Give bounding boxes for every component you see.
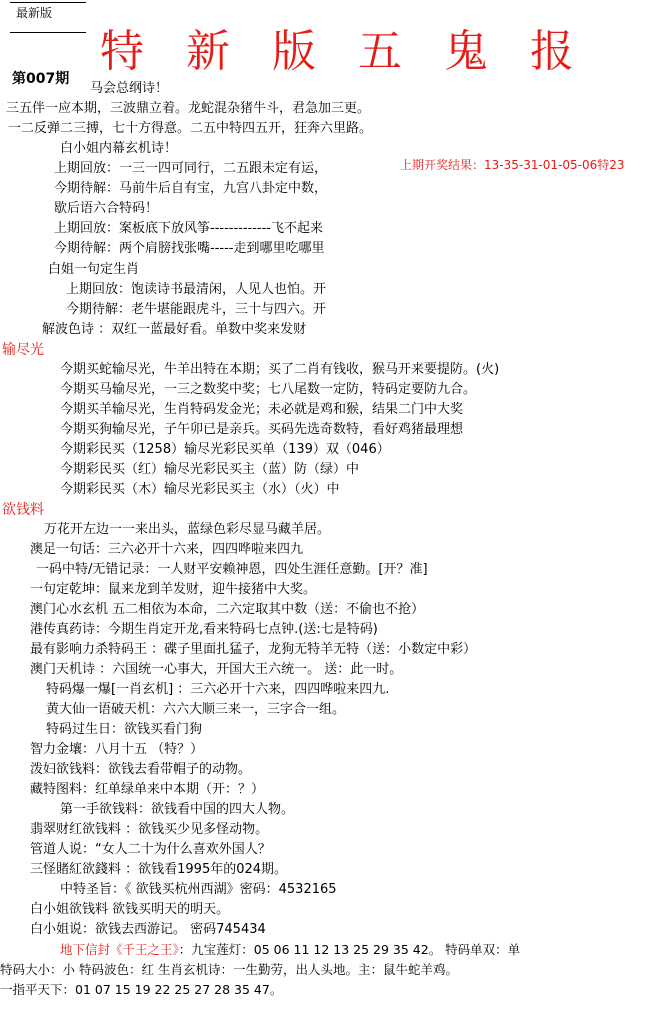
section2-line: 藏特图料：红单绿单来中本期（开：？）	[30, 782, 265, 797]
section1-line: 今期彩民买（1258）输尽光彩民买单（139）双（046）	[60, 442, 390, 457]
section2-line: 一句定乾坤：鼠来龙到羊发财，迎牛接猪中大奖。	[30, 582, 317, 597]
section2-line: 第一手欲钱料：欲钱看中国的四大人物。	[60, 802, 295, 817]
text-line: 歇后语六合特码！	[54, 201, 159, 216]
section1-line: 今期买羊输尽光，生肖特码发金光；未必就是鸡和猴，结果二门中大奖	[60, 402, 464, 417]
section-title: 欲钱料	[2, 502, 44, 518]
text-line: 今期待解：老牛堪能跟虎斗，三十与四六。开	[66, 302, 327, 317]
section2-line: 智力金壤：八月十五 （特？）	[30, 742, 204, 757]
section2-line: 三怪賭紅欲錢料 ：欲钱看1995年的024期。	[30, 862, 288, 877]
last-result: 上期开奖结果：13-35-31-01-05-06特23	[400, 158, 625, 172]
text-line: 三五伴一应本期，三波鼎立着。龙蛇混杂猪牛斗，君急加三更。	[6, 101, 371, 116]
section2-line: 澳门天机诗 ：六国统一心事大，开国大王六统一。 送：此一时。	[30, 662, 403, 677]
header-rule-bottom	[10, 32, 86, 33]
section2-line: 管道人说：“女人二十为什么喜欢外国人？	[30, 842, 271, 857]
text-line: 一二反弹二三搏，七十方得意。二五中特四五开，狂奔六里路。	[8, 121, 373, 136]
section1-line: 今期彩民买（木）输尽光彩民买主（水）（火）中	[60, 482, 340, 497]
section1-line: 今期买狗输尽光，子午卯已是亲兵。买码先选奇数特，看好鸡猪最理想	[60, 422, 464, 437]
edition-label: 最新版	[16, 6, 53, 20]
section2-line: 万花开左边一一来出头，蓝绿色彩尽显马藏羊居。	[44, 522, 331, 537]
section2-line: 黄大仙一语破天机：六六大顺三来一，三字合一组。	[46, 702, 346, 717]
footer-secret-line	[60, 941, 520, 959]
section1-line: 今期买蛇输尽光，牛羊出特在本期；买了二肖有钱收，猴马开来要提防。(火)	[60, 362, 500, 377]
section2-line: 白小姐欲钱料 欲钱买明天的明天。	[30, 902, 230, 917]
section1-line: 今期买马输尽光，一三之数奖中奖；七八尾数一定防，特码定要防九合。	[60, 382, 477, 397]
section2-line: 白小姐说：欲钱去西游记。 密码745434	[30, 922, 266, 937]
section2-line: 澳足一句话：三六必开十六来，四四哗啦来四九	[30, 542, 304, 557]
secret-text: ：九宝莲灯：05 06 11 12 13 25 29 35 42。 特码单双：单	[178, 942, 521, 957]
section-title: 输尽光	[2, 342, 44, 358]
issue-number: 第007期	[12, 71, 70, 87]
text-line: 今期待解：两个肩膀找张嘴-----走到哪里吃哪里	[54, 241, 325, 256]
footer-line: 一指平天下：01 07 15 19 22 25 27 28 35 47。	[0, 982, 283, 997]
text-line: 上期回放：一三一四可同行，二五跟未定有运，	[54, 161, 328, 176]
section2-line: 特码过生日：欲钱买看门狗	[46, 722, 203, 737]
text-line: 解波色诗 ：双红一蓝最好看。单数中奖来发财	[42, 322, 307, 337]
section1-line: 今期彩民买（红）输尽光彩民买主（蓝）防（绿）中	[60, 462, 360, 477]
page-title: 特 新 版 五 鬼 报	[100, 26, 588, 77]
poem-title: 马会总纲诗！	[90, 81, 169, 96]
section2-line: 特码爆一爆[一肖玄机] ：三六必开十六来，四四哗啦来四九.	[46, 682, 390, 697]
section2-line: 港传真药诗：今期生肖定开龙,看来特码七点钟.(送:七是特码)	[30, 622, 378, 637]
secret-label: 地下信封《千王之王》	[60, 942, 179, 957]
text-line: 白姐一句定生肖	[48, 262, 140, 277]
footer-line: 特码大小：小 特码波色：红 生肖玄机诗：一生勤劳，出人头地。主：鼠牛蛇羊鸡。	[0, 962, 458, 977]
section2-line: 泼妇欲钱料：欲钱去看带帽子的动物。	[30, 762, 252, 777]
text-line: 今期待解：马前牛后自有宝，九宫八卦定中数，	[54, 181, 328, 196]
section2-line: 中特圣旨：《 欲钱买杭州西湖》密码：4532165	[60, 882, 337, 897]
section2-line: 澳门心水玄机 五二相依为本命，二六定取其中数（送：不偷也不抢）	[30, 602, 425, 617]
section2-line: 一码中特/无错记录：一人财平安赖神恩，四处生涯任意勤。[开？准]	[36, 562, 428, 577]
header-rule-top	[10, 2, 86, 3]
section2-line: 最有影响力杀特码王 ：碟子里面扎猛子，龙狗无特羊无特（送：小数定中彩）	[30, 642, 477, 657]
text-line: 白小姐内幕玄机诗！	[60, 141, 178, 156]
text-line: 上期回放：饱读诗书最清闲，人见人也怕。开	[66, 282, 327, 297]
section2-line: 翡翠财红欲钱料 ：欲钱买少见多怪动物。	[30, 822, 269, 837]
text-line: 上期回放：案板底下放风筝-------------飞不起来	[54, 221, 323, 236]
